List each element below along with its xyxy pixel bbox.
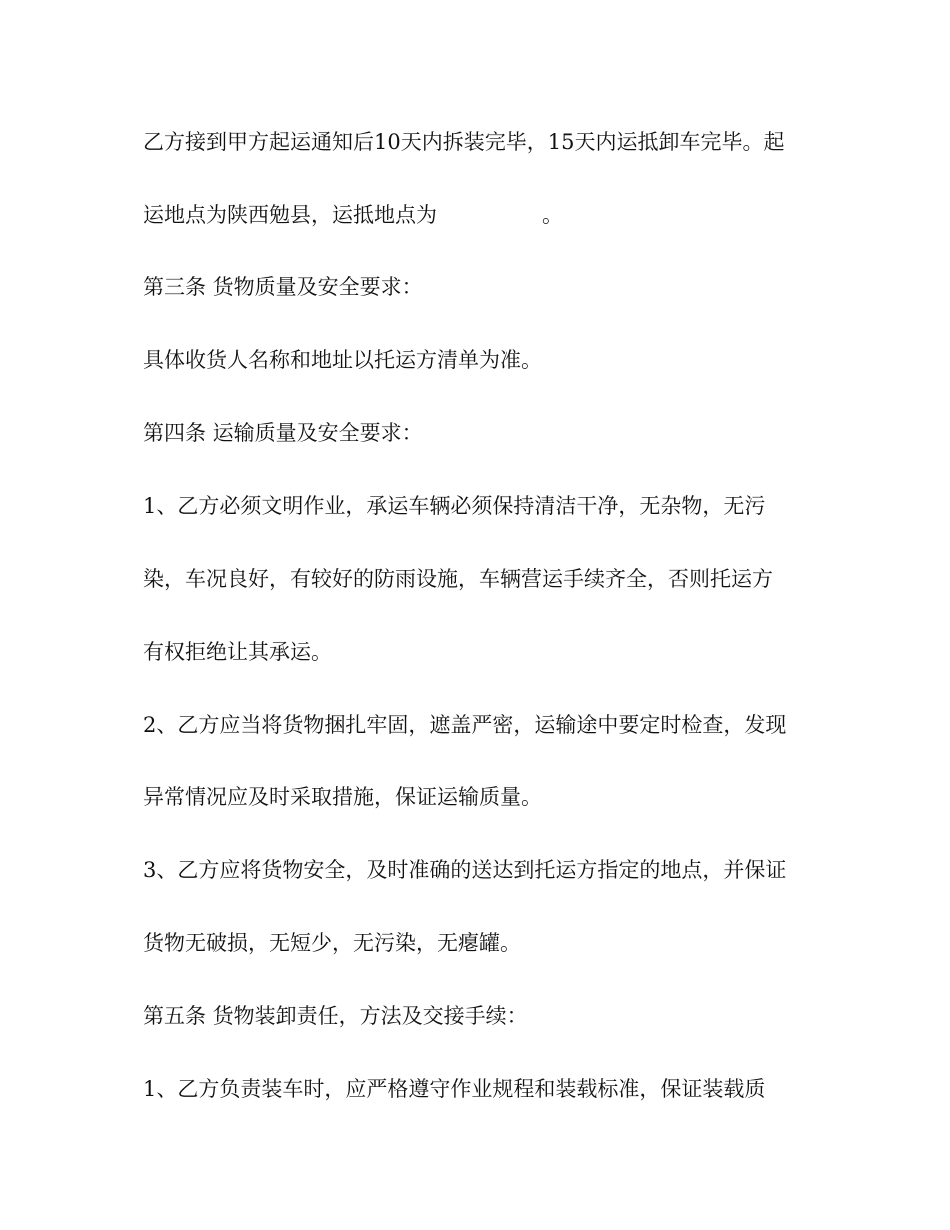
paragraph-line: 乙方接到甲方起运通知后10天内拆装完毕，15天内运抵卸车完毕。起 [143, 130, 785, 154]
paragraph-line: 具体收货人名称和地址以托运方清单为准。 [143, 348, 542, 372]
paragraph-line: 染，车况良好，有较好的防雨设施，车辆营运手续齐全，否则托运方 [143, 567, 773, 591]
paragraph-line: 2、乙方应当将货物捆扎牢固，遮盖严密，运输途中要定时检查，发现 [143, 713, 787, 737]
paragraph-line: 3、乙方应将货物安全，及时准确的送达到托运方指定的地点，并保证 [143, 858, 787, 882]
paragraph-line: 有权拒绝让其承运。 [143, 640, 332, 664]
paragraph-line: 货物无破损，无短少，无污染，无瘪罐。 [143, 931, 521, 955]
paragraph-line: 1、乙方必须文明作业，承运车辆必须保持清洁干净，无杂物，无污 [143, 494, 766, 518]
paragraph-line: 运地点为陕西勉县，运抵地点为 。 [143, 203, 563, 227]
section-heading: 第三条 货物质量及安全要求： [143, 275, 423, 299]
section-heading: 第四条 运输质量及安全要求： [143, 421, 423, 445]
paragraph-line: 1、乙方负责装车时，应严格遵守作业规程和装载标准，保证装载质 [143, 1077, 766, 1101]
paragraph-line: 异常情况应及时采取措施，保证运输质量。 [143, 785, 542, 809]
section-heading: 第五条 货物装卸责任，方法及交接手续： [143, 1004, 528, 1028]
